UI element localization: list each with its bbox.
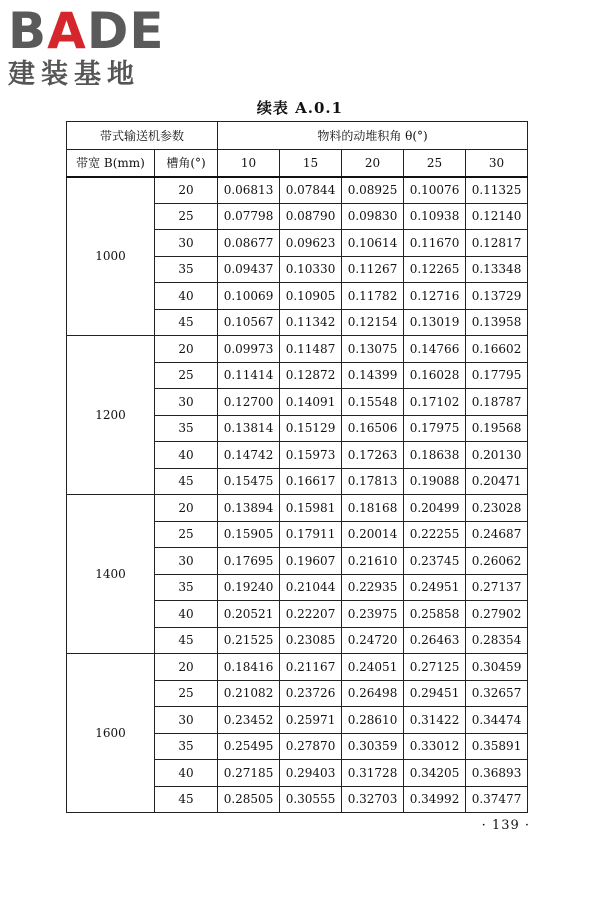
value-cell: 0.15475 bbox=[218, 468, 280, 495]
value-cell: 0.32657 bbox=[466, 680, 528, 707]
trough-angle-cell: 40 bbox=[155, 601, 218, 628]
value-cell: 0.24720 bbox=[342, 627, 404, 654]
value-cell: 0.18787 bbox=[466, 389, 528, 416]
value-cell: 0.19088 bbox=[404, 468, 466, 495]
value-cell: 0.07844 bbox=[280, 177, 342, 204]
value-cell: 0.34205 bbox=[404, 760, 466, 787]
value-cell: 0.20130 bbox=[466, 442, 528, 469]
value-cell: 0.19568 bbox=[466, 415, 528, 442]
value-cell: 0.23745 bbox=[404, 548, 466, 575]
value-cell: 0.15973 bbox=[280, 442, 342, 469]
value-cell: 0.08925 bbox=[342, 177, 404, 204]
value-cell: 0.06813 bbox=[218, 177, 280, 204]
value-cell: 0.28354 bbox=[466, 627, 528, 654]
value-cell: 0.34992 bbox=[404, 786, 466, 813]
value-cell: 0.13814 bbox=[218, 415, 280, 442]
value-cell: 0.18168 bbox=[342, 495, 404, 522]
value-cell: 0.12716 bbox=[404, 283, 466, 310]
value-cell: 0.09830 bbox=[342, 203, 404, 230]
value-cell: 0.21044 bbox=[280, 574, 342, 601]
table-body bbox=[67, 177, 528, 813]
value-cell: 0.12154 bbox=[342, 309, 404, 336]
value-cell: 0.20471 bbox=[466, 468, 528, 495]
value-cell: 0.23085 bbox=[280, 627, 342, 654]
value-cell: 0.12872 bbox=[280, 362, 342, 389]
trough-angle-cell: 45 bbox=[155, 627, 218, 654]
value-cell: 0.22207 bbox=[280, 601, 342, 628]
value-cell: 0.13894 bbox=[218, 495, 280, 522]
value-cell: 0.07798 bbox=[218, 203, 280, 230]
value-cell: 0.23726 bbox=[280, 680, 342, 707]
value-cell: 0.08677 bbox=[218, 230, 280, 257]
trough-angle-cell: 25 bbox=[155, 203, 218, 230]
value-cell: 0.13019 bbox=[404, 309, 466, 336]
trough-angle-cell: 35 bbox=[155, 733, 218, 760]
value-cell: 0.17795 bbox=[466, 362, 528, 389]
value-cell: 0.11487 bbox=[280, 336, 342, 363]
value-cell: 0.28610 bbox=[342, 707, 404, 734]
value-cell: 0.18416 bbox=[218, 654, 280, 681]
value-cell: 0.25858 bbox=[404, 601, 466, 628]
value-cell: 0.09437 bbox=[218, 256, 280, 283]
value-cell: 0.15981 bbox=[280, 495, 342, 522]
value-cell: 0.32703 bbox=[342, 786, 404, 813]
value-cell: 0.17975 bbox=[404, 415, 466, 442]
column-header-trough-angle: 槽角(°) bbox=[155, 150, 218, 177]
table-row bbox=[67, 654, 528, 681]
value-cell: 0.27137 bbox=[466, 574, 528, 601]
data-table bbox=[66, 121, 528, 813]
value-cell: 0.16028 bbox=[404, 362, 466, 389]
value-cell: 0.10076 bbox=[404, 177, 466, 204]
value-cell: 0.21525 bbox=[218, 627, 280, 654]
trough-angle-cell: 35 bbox=[155, 574, 218, 601]
value-cell: 0.15905 bbox=[218, 521, 280, 548]
value-cell: 0.24687 bbox=[466, 521, 528, 548]
trough-angle-cell: 20 bbox=[155, 336, 218, 363]
value-cell: 0.27185 bbox=[218, 760, 280, 787]
trough-angle-cell: 40 bbox=[155, 760, 218, 787]
trough-angle-cell: 30 bbox=[155, 548, 218, 575]
value-cell: 0.13348 bbox=[466, 256, 528, 283]
value-cell: 0.25971 bbox=[280, 707, 342, 734]
value-cell: 0.17813 bbox=[342, 468, 404, 495]
logo-letter-a: A bbox=[47, 2, 87, 60]
value-cell: 0.10069 bbox=[218, 283, 280, 310]
value-cell: 0.10905 bbox=[280, 283, 342, 310]
value-cell: 0.16617 bbox=[280, 468, 342, 495]
value-cell: 0.36893 bbox=[466, 760, 528, 787]
value-cell: 0.11267 bbox=[342, 256, 404, 283]
trough-angle-cell: 40 bbox=[155, 442, 218, 469]
column-header-pile-angle: 20 bbox=[342, 150, 404, 177]
table-caption: 续表 A.0.1 bbox=[256, 99, 344, 117]
value-cell: 0.13958 bbox=[466, 309, 528, 336]
value-cell: 0.35891 bbox=[466, 733, 528, 760]
value-cell: 0.17695 bbox=[218, 548, 280, 575]
column-header-pile-angle: 15 bbox=[280, 150, 342, 177]
value-cell: 0.31728 bbox=[342, 760, 404, 787]
value-cell: 0.29403 bbox=[280, 760, 342, 787]
value-cell: 0.22935 bbox=[342, 574, 404, 601]
value-cell: 0.37477 bbox=[466, 786, 528, 813]
value-cell: 0.19240 bbox=[218, 574, 280, 601]
value-cell: 0.11325 bbox=[466, 177, 528, 204]
value-cell: 0.31422 bbox=[404, 707, 466, 734]
trough-angle-cell: 25 bbox=[155, 680, 218, 707]
value-cell: 0.17911 bbox=[280, 521, 342, 548]
value-cell: 0.13729 bbox=[466, 283, 528, 310]
value-cell: 0.13075 bbox=[342, 336, 404, 363]
table-row bbox=[67, 495, 528, 522]
logo-letters-de: DE bbox=[86, 2, 165, 60]
value-cell: 0.19607 bbox=[280, 548, 342, 575]
logo-wordmark bbox=[8, 2, 183, 60]
value-cell: 0.30359 bbox=[342, 733, 404, 760]
value-cell: 0.11342 bbox=[280, 309, 342, 336]
column-header-pile-angle: 10 bbox=[218, 150, 280, 177]
trough-angle-cell: 45 bbox=[155, 468, 218, 495]
value-cell: 0.30459 bbox=[466, 654, 528, 681]
value-cell: 0.23028 bbox=[466, 495, 528, 522]
value-cell: 0.11414 bbox=[218, 362, 280, 389]
value-cell: 0.21167 bbox=[280, 654, 342, 681]
value-cell: 0.12265 bbox=[404, 256, 466, 283]
value-cell: 0.16602 bbox=[466, 336, 528, 363]
column-header-pile-angle: 25 bbox=[404, 150, 466, 177]
value-cell: 0.24951 bbox=[404, 574, 466, 601]
group-header-pile-angle: 物料的动堆积角 θ(°) bbox=[218, 122, 528, 150]
value-cell: 0.20521 bbox=[218, 601, 280, 628]
value-cell: 0.22255 bbox=[404, 521, 466, 548]
value-cell: 0.30555 bbox=[280, 786, 342, 813]
value-cell: 0.21610 bbox=[342, 548, 404, 575]
trough-angle-cell: 30 bbox=[155, 230, 218, 257]
value-cell: 0.09973 bbox=[218, 336, 280, 363]
value-cell: 0.34474 bbox=[466, 707, 528, 734]
trough-angle-cell: 35 bbox=[155, 256, 218, 283]
column-header-pile-angle: 30 bbox=[466, 150, 528, 177]
value-cell: 0.12817 bbox=[466, 230, 528, 257]
value-cell: 0.08790 bbox=[280, 203, 342, 230]
value-cell: 0.11782 bbox=[342, 283, 404, 310]
value-cell: 0.26498 bbox=[342, 680, 404, 707]
value-cell: 0.26062 bbox=[466, 548, 528, 575]
value-cell: 0.14766 bbox=[404, 336, 466, 363]
value-cell: 0.23975 bbox=[342, 601, 404, 628]
value-cell: 0.29451 bbox=[404, 680, 466, 707]
value-cell: 0.15548 bbox=[342, 389, 404, 416]
value-cell: 0.28505 bbox=[218, 786, 280, 813]
value-cell: 0.27125 bbox=[404, 654, 466, 681]
column-header-belt-width: 带宽 B(mm) bbox=[67, 150, 155, 177]
value-cell: 0.21082 bbox=[218, 680, 280, 707]
trough-angle-cell: 45 bbox=[155, 786, 218, 813]
trough-angle-cell: 25 bbox=[155, 362, 218, 389]
value-cell: 0.14742 bbox=[218, 442, 280, 469]
value-cell: 0.12700 bbox=[218, 389, 280, 416]
group-header-conveyor-params: 带式输送机参数 bbox=[67, 122, 218, 150]
belt-width-cell: 1600 bbox=[67, 654, 155, 813]
value-cell: 0.15129 bbox=[280, 415, 342, 442]
value-cell: 0.11670 bbox=[404, 230, 466, 257]
trough-angle-cell: 45 bbox=[155, 309, 218, 336]
trough-angle-cell: 30 bbox=[155, 389, 218, 416]
trough-angle-cell: 30 bbox=[155, 707, 218, 734]
value-cell: 0.27902 bbox=[466, 601, 528, 628]
value-cell: 0.33012 bbox=[404, 733, 466, 760]
belt-width-cell: 1400 bbox=[67, 495, 155, 654]
value-cell: 0.10938 bbox=[404, 203, 466, 230]
value-cell: 0.09623 bbox=[280, 230, 342, 257]
value-cell: 0.20014 bbox=[342, 521, 404, 548]
trough-angle-cell: 20 bbox=[155, 177, 218, 204]
value-cell: 0.17263 bbox=[342, 442, 404, 469]
trough-angle-cell: 40 bbox=[155, 283, 218, 310]
logo-subtitle: 建装基地 bbox=[8, 59, 140, 90]
trough-angle-cell: 20 bbox=[155, 495, 218, 522]
belt-width-cell: 1200 bbox=[67, 336, 155, 495]
value-cell: 0.23452 bbox=[218, 707, 280, 734]
value-cell: 0.16506 bbox=[342, 415, 404, 442]
table-row bbox=[67, 177, 528, 204]
belt-width-cell: 1000 bbox=[67, 177, 155, 336]
value-cell: 0.14399 bbox=[342, 362, 404, 389]
trough-angle-cell: 25 bbox=[155, 521, 218, 548]
page-number: · 139 · bbox=[481, 818, 530, 833]
value-cell: 0.10330 bbox=[280, 256, 342, 283]
value-cell: 0.27870 bbox=[280, 733, 342, 760]
trough-angle-cell: 35 bbox=[155, 415, 218, 442]
value-cell: 0.24051 bbox=[342, 654, 404, 681]
value-cell: 0.17102 bbox=[404, 389, 466, 416]
value-cell: 0.10567 bbox=[218, 309, 280, 336]
value-cell: 0.20499 bbox=[404, 495, 466, 522]
value-cell: 0.14091 bbox=[280, 389, 342, 416]
trough-angle-cell: 20 bbox=[155, 654, 218, 681]
value-cell: 0.25495 bbox=[218, 733, 280, 760]
value-cell: 0.12140 bbox=[466, 203, 528, 230]
brand-logo bbox=[8, 2, 183, 92]
value-cell: 0.10614 bbox=[342, 230, 404, 257]
value-cell: 0.18638 bbox=[404, 442, 466, 469]
logo-letter-b: B bbox=[8, 2, 48, 60]
table-row bbox=[67, 336, 528, 363]
value-cell: 0.26463 bbox=[404, 627, 466, 654]
